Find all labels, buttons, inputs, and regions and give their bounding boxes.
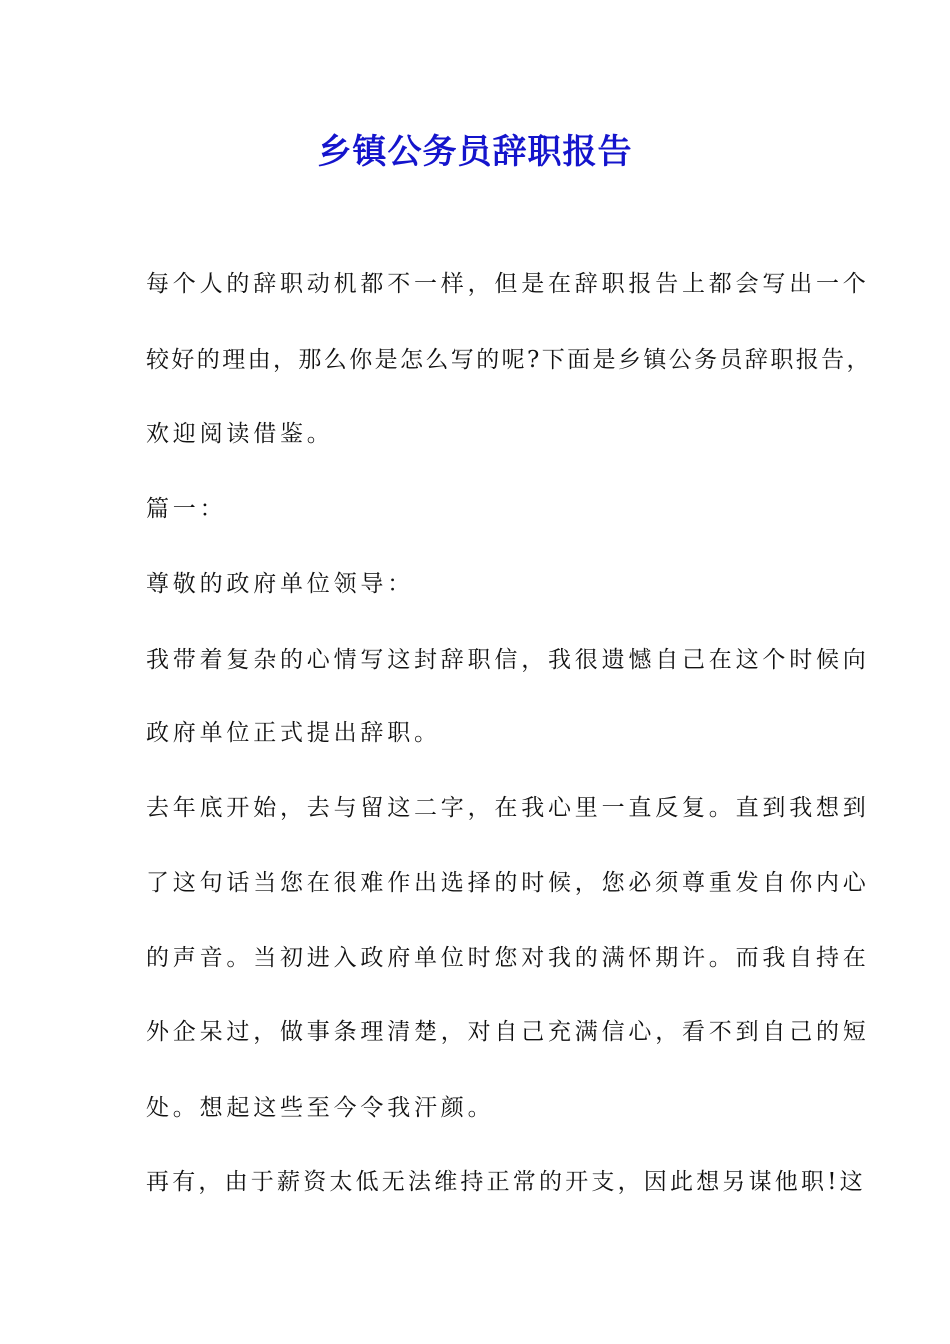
paragraph-line: 外企呆过，做事条理清楚，对自己充满信心，看不到自己的短 [146, 1019, 870, 1045]
salutation: 尊敬的政府单位领导： [146, 571, 414, 597]
paragraph-line: 我带着复杂的心情写这封辞职信，我很遗憾自己在这个时候向 [146, 647, 870, 673]
paragraph-line: 处。想起这些至今令我汗颜。 [146, 1095, 495, 1121]
paragraph-line: 了这句话当您在很难作出选择的时候，您必须尊重发自你内心 [146, 870, 870, 896]
paragraph-line: 的声音。当初进入政府单位时您对我的满怀期许。而我自持在 [146, 945, 870, 971]
paragraph-line: 再有，由于薪资太低无法维持正常的开支，因此想另谋他职!这 [146, 1169, 866, 1195]
paragraph-line: 去年底开始，去与留这二字，在我心里一直反复。直到我想到 [146, 795, 870, 821]
paragraph-line: 政府单位正式提出辞职。 [146, 720, 441, 746]
document-title: 乡镇公务员辞职报告 [317, 132, 633, 172]
paragraph-line: 欢迎阅读借鉴。 [146, 421, 334, 447]
paragraph-line: 每个人的辞职动机都不一样，但是在辞职报告上都会写出一个 [146, 271, 870, 297]
paragraph-line: 较好的理由，那么你是怎么写的呢?下面是乡镇公务员辞职报告， [146, 347, 872, 373]
section-heading: 篇一： [146, 496, 227, 522]
